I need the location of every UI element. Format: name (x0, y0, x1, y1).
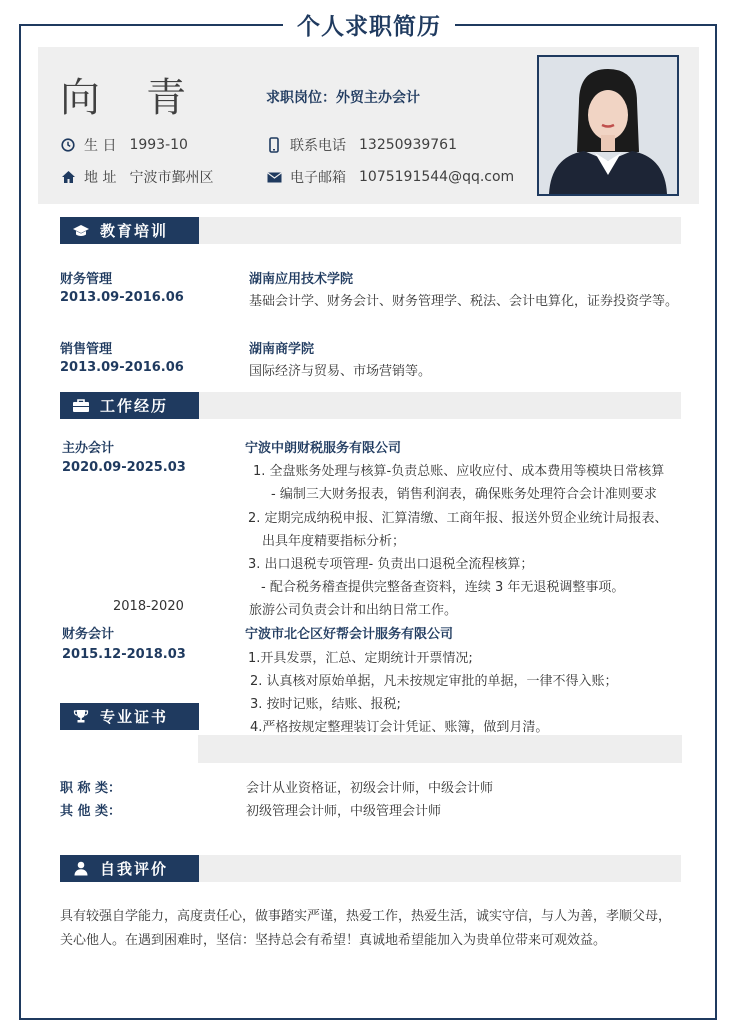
target-position-label: 求职岗位： (266, 90, 336, 106)
birth-info (60, 135, 188, 155)
address-value: 宁波市鄞州区 (129, 170, 214, 186)
self-title: 自我评价 (100, 860, 169, 878)
document-title: 个人求职简历 (297, 14, 441, 40)
edu2-major: 销售管理 (60, 342, 113, 357)
job1-line-2: - 编制三大财务报表，销售利润表，确保账务处理符合会计准则要求 (271, 487, 657, 502)
extra-period: 2018-2020 (113, 599, 184, 614)
education-title: 教育培训 (100, 222, 169, 240)
job2-line-1: 1.开具发票，汇总、定期统计开票情况; (248, 651, 473, 666)
job1-line-4: 出具年度精要指标分析； (262, 534, 406, 549)
job1-line-6: - 配合税务稽查提供完整备查资料，连续 3 年无退税调整事项。 (261, 580, 625, 595)
clock-icon (60, 137, 76, 153)
edu1-school: 湖南应用技术学院 (249, 272, 354, 287)
phone-value: 13250939761 (359, 137, 457, 153)
frame-top-right-line (455, 24, 717, 26)
job1-line-1: 1. 全盘账务处理与核算-负责总账、应收应付、成本费用等模块日常核算 (253, 464, 665, 479)
birth-value: 1993-10 (129, 137, 188, 153)
job1-company: 宁波中朗财税服务有限公司 (245, 441, 402, 456)
certs-section-bar (198, 735, 682, 763)
trophy-icon (72, 709, 90, 725)
job2-period: 2015.12-2018.03 (62, 647, 186, 662)
edu2-period: 2013.09-2016.06 (60, 360, 184, 375)
edu1-period: 2013.09-2016.06 (60, 290, 184, 305)
target-position (266, 87, 420, 107)
phone-label: 联系电话 (290, 138, 346, 154)
work-section-header (60, 392, 199, 419)
job2-company: 宁波市北仑区好帮会计服务有限公司 (245, 627, 454, 642)
briefcase-icon (72, 398, 90, 414)
email-info (266, 167, 514, 187)
job1-period: 2020.09-2025.03 (62, 460, 186, 475)
job2-line-4: 4.严格按规定整理装订会计凭证、账簿，做到月清。 (250, 720, 549, 735)
address-label: 地 址 (84, 170, 117, 186)
home-icon (60, 169, 76, 185)
education-section-header (60, 217, 199, 244)
profile-photo (537, 55, 679, 196)
graduation-cap-icon (72, 223, 90, 239)
cert-row-2-label: 其 他 类： (60, 804, 122, 819)
job2-line-2: 2. 认真核对原始单据，凡未按规定审批的单据，一律不得入账； (250, 674, 618, 689)
candidate-name: 向青 (60, 75, 232, 121)
frame-top-left-line (19, 24, 283, 26)
edu2-courses: 国际经济与贸易、市场营销等。 (249, 364, 432, 379)
email-label: 电子邮箱 (290, 170, 346, 186)
cert-row-1-label: 职 称 类： (60, 781, 122, 796)
job1-position: 主办会计 (62, 441, 115, 456)
self-evaluation-line-2: 关心他人。在遇到困难时，坚信：坚持总会有希望！真诚地希望能加入为贵单位带来可观效益。 (60, 933, 607, 948)
certs-section-header (60, 703, 199, 730)
edu2-school: 湖南商学院 (249, 342, 315, 357)
job2-line-3: 3. 按时记账，结账、报税; (250, 697, 401, 712)
certs-title: 专业证书 (100, 708, 169, 726)
edu1-courses: 基础会计学、财务会计、财务管理学、税法、会计电算化，证券投资学等。 (249, 294, 679, 309)
work-title: 工作经历 (100, 397, 169, 415)
phone-info (266, 135, 457, 155)
job2-position: 财务会计 (62, 627, 115, 642)
cert-row-1-value: 会计从业资格证，初级会计师，中级会计师 (246, 781, 494, 796)
phone-icon (266, 137, 282, 153)
job1-line-3: 2. 定期完成纳税申报、汇算清缴、工商年报、报送外贸企业统计局报表、 (248, 511, 668, 526)
target-position-value: 外贸主办会计 (336, 90, 420, 106)
email-value: 1075191544@qq.com (359, 169, 515, 185)
user-icon (72, 861, 90, 877)
address-info (60, 167, 213, 187)
self-evaluation-line-1: 具有较强自学能力，高度责任心，做事踏实严谨，热爱工作，热爱生活，诚实守信，与人为善，孝顺父母， (60, 909, 672, 924)
edu1-major: 财务管理 (60, 272, 113, 287)
extra-desc: 旅游公司负责会计和出纳日常工作。 (249, 603, 458, 618)
cert-row-2-value: 初级管理会计师，中级管理会计师 (246, 804, 442, 819)
job1-line-5: 3. 出口退税专项管理- 负责出口退税全流程核算； (248, 557, 534, 572)
birth-label: 生 日 (84, 138, 117, 154)
self-section-header (60, 855, 199, 882)
envelope-icon (266, 169, 282, 185)
